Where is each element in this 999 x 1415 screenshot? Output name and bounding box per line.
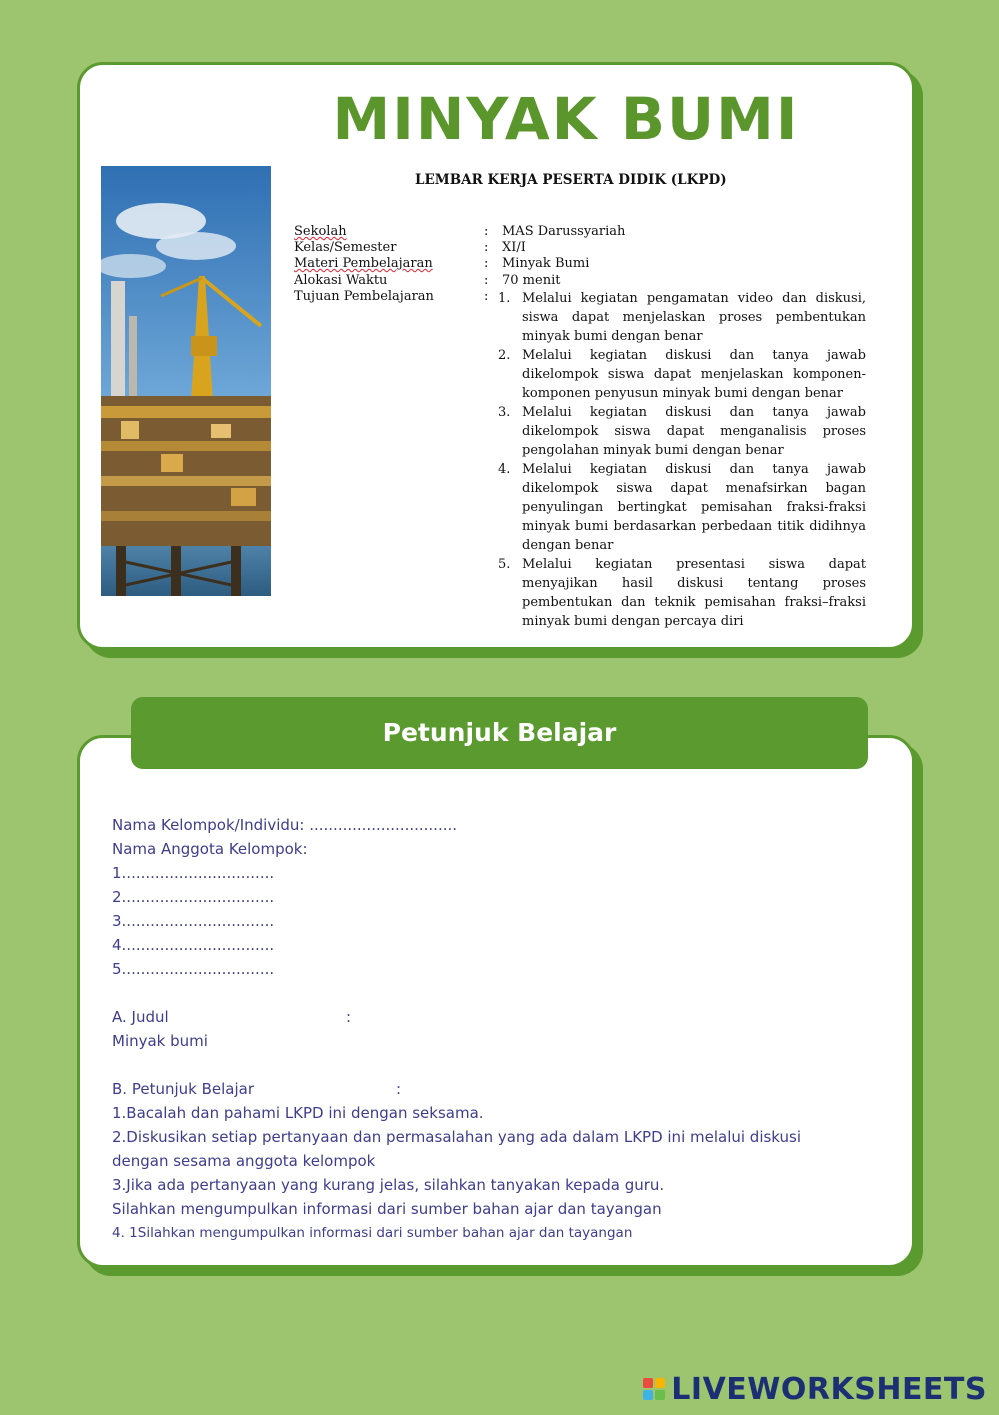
goal-number: 4. [498,462,511,477]
logo-square [643,1390,653,1400]
instructions-label: B. Petunjuk Belajar [112,1080,254,1098]
logo-square [643,1378,653,1388]
logo-square [655,1390,665,1400]
goal-number: 5. [498,557,511,572]
instruction-step: dengan sesama anggota kelompok [112,1152,376,1170]
instructions-colon: : [396,1080,402,1098]
goal-text: Melalui kegiatan diskusi dan tanya jawab dikelompok siswa dapat menjelaskan komponen-komponen penyusun minyak bumi dengan benar [522,348,866,401]
title-label: A. Judul [112,1008,169,1026]
goal-number: 2. [498,348,511,363]
group-name-field[interactable]: Nama Kelompok/Individu: ............................... [112,816,458,834]
members-heading: Nama Anggota Kelompok: [112,840,308,858]
info-value: 70 menit [502,273,561,288]
member-field-5[interactable]: 5................................ [112,960,275,978]
title-value: Minyak bumi [112,1032,208,1050]
info-colon: : [484,256,489,271]
instruction-step: 4. 1Silahkan mengumpulkan informasi dari sumber bahan ajar dan tayangan [112,1225,633,1241]
goal-text: Melalui kegiatan diskusi dan tanya jawab dikelompok siswa dapat menganalisis proses pengolahan minyak bumi dengan benar [522,405,866,458]
info-value: Minyak Bumi [502,256,590,271]
logo-icon [643,1378,665,1400]
info-label: Kelas/Semester [294,240,397,255]
info-colon: : [484,224,489,239]
member-field-3[interactable]: 3................................ [112,912,275,930]
instructions-card [77,735,915,1268]
section-header: Petunjuk Belajar [131,697,868,769]
goal-number: 1. [498,291,511,306]
logo-text: LIVEWORKSHEETS [671,1371,987,1407]
list-item [492,460,866,555]
list-item [492,346,866,403]
member-field-1[interactable]: 1................................ [112,864,275,882]
goal-text: Melalui kegiatan diskusi dan tanya jawab dikelompok siswa dapat menafsirkan bagan penyulingan bertingkat pemisahan fraksi-fraksi minyak bumi berdasarkan perbedaan titik didihnya dengan benar [522,462,866,553]
info-colon: : [484,273,489,288]
member-field-4[interactable]: 4................................ [112,936,275,954]
member-field-2[interactable]: 2................................ [112,888,275,906]
list-item [492,289,866,346]
header-card [77,62,915,650]
instruction-step: 2.Diskusikan setiap pertanyaan dan permasalahan yang ada dalam LKPD ini melalui diskusi [112,1128,802,1146]
liveworksheets-logo [643,1373,987,1405]
list-item [492,555,866,631]
info-label: Materi Pembelajaran [294,256,433,271]
info-value: XI/I [502,240,526,255]
info-label: Tujuan Pembelajaran [294,289,434,304]
logo-square [655,1378,665,1388]
goal-text: Melalui kegiatan pengamatan video dan diskusi, siswa dapat menjelaskan proses pembentukan minyak bumi dengan benar [522,291,866,344]
list-item [492,403,866,460]
instruction-step: 1.Bacalah dan pahami LKPD ini dengan seksama. [112,1104,484,1122]
info-label: Sekolah [294,224,347,239]
info-colon: : [484,240,489,255]
info-value: MAS Darussyariah [502,224,626,239]
goal-text: Melalui kegiatan presentasi siswa dapat menyajikan hasil diskusi tentang proses pembentukan dan teknik pemisahan fraksi–fraksi minyak bumi dengan percaya diri [522,557,866,629]
goal-number: 3. [498,405,511,420]
info-label: Alokasi Waktu [294,273,388,288]
page-title: MINYAK BUMI [332,85,800,153]
instruction-step: 3.Jika ada pertanyaan yang kurang jelas, silahkan tanyakan kepada guru. [112,1176,665,1194]
title-colon: : [346,1008,352,1026]
instruction-step: Silahkan mengumpulkan informasi dari sumber bahan ajar dan tayangan [112,1200,662,1218]
lkpd-title: LEMBAR KERJA PESERTA DIDIK (LKPD) [415,172,727,188]
info-colon: : [484,289,489,304]
oil-platform-image [101,166,271,596]
learning-goals-list [492,289,866,631]
